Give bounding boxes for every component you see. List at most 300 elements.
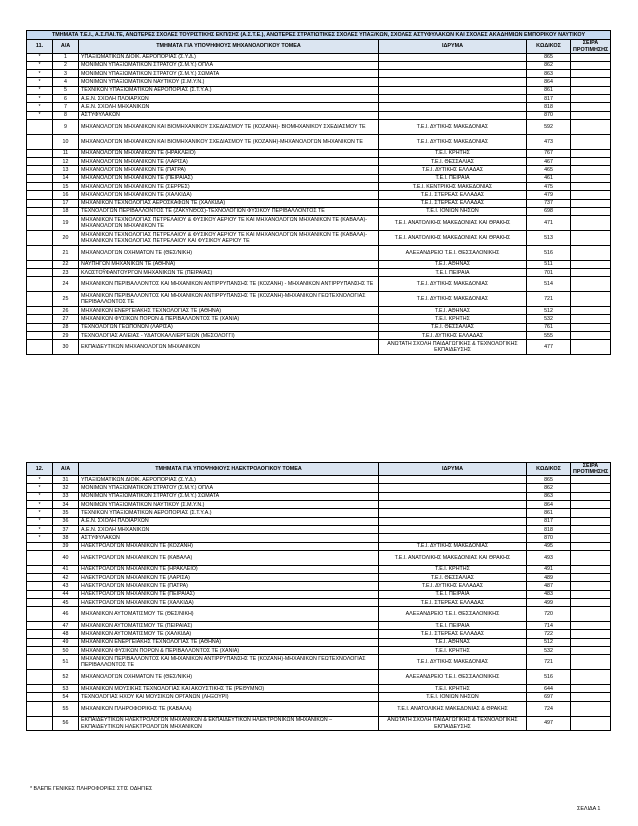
preference-cell[interactable] (571, 277, 611, 292)
preference-cell[interactable] (571, 70, 611, 78)
department-name: ΜΟΝΙΜΩΝ ΥΠΑΞΙΩΜΑΤΙΚΩΝ ΝΑΥΤΙΚΟΥ (Σ.Μ.Υ.Ν.) (79, 78, 379, 86)
row-marker: * (27, 78, 53, 86)
row-marker (27, 550, 53, 565)
department-name: ΜΗΧΑΝΙΚΩΝ ΦΥΣΙΚΩΝ ΠΟΡΩΝ & ΠΕΡΙΒΑΛΛΟΝΤΟΣ ΤΕ (ΧΑΝΙΑ) (79, 315, 379, 323)
department-name: ΜΗΧΑΝΙΚΩΝ ΑΥΤΟΜΑΤΙΣΜΟΥ ΤΕ (ΧΑΛΚΙΔΑ) (79, 630, 379, 638)
institution-name: Τ.Ε.Ι. ΠΕΙΡΑΙΑ (379, 174, 527, 182)
preference-cell[interactable] (571, 166, 611, 174)
preference-cell[interactable] (571, 476, 611, 484)
header-institution: ΙΔΡΥΜΑ (379, 463, 527, 476)
institution-name: Τ.Ε.Ι. ΘΕΣΣΑΛΙΑΣ (379, 574, 527, 582)
row-number: 6 (53, 95, 79, 103)
row-number: 8 (53, 111, 79, 119)
department-name: ΜΗΧΑΝΟΛΟΓΩΝ ΜΗΧΑΝΙΚΩΝ ΚΑΙ ΒΙΟΜΗΧΑΝΙΚΟΥ ΣΧΕΔΙΑΣΜΟΥ ΤΕ (ΚΟΖΑΝΗ)- ΒΙΟΜΗΧΑΝΙΚΟΥ ΣΧΕΔΙΑΣΜΟΥ ΤΕ (79, 119, 379, 134)
row-marker: * (27, 86, 53, 94)
section-number: 12. (27, 463, 53, 476)
department-code: 862 (527, 61, 571, 69)
table-row (27, 582, 611, 590)
page-number: ΣΕΛΙΔΑ 1 (577, 806, 601, 812)
table-row (27, 340, 611, 355)
preference-cell[interactable] (571, 542, 611, 550)
department-name: ΤΕΧΝΙΚΩΝ ΥΠΑΞΙΩΜΑΤΙΚΩΝ ΑΕΡΟΠΟΡΙΑΣ (Σ.Τ.Υ.Α.) (79, 86, 379, 94)
preference-cell[interactable] (571, 260, 611, 268)
table-row (27, 323, 611, 331)
department-name: ΜΟΝΙΜΩΝ ΥΠΑΞΙΩΜΑΤΙΚΩΝ ΣΤΡΑΤΟΥ (Σ.Μ.Υ.) ΟΠΛΑ (79, 484, 379, 492)
table-row (27, 103, 611, 111)
row-number: 46 (53, 607, 79, 622)
row-marker (27, 332, 53, 340)
preference-cell[interactable] (571, 340, 611, 355)
department-name: ΗΛΕΚΤΡΟΛΟΓΩΝ ΜΗΧΑΝΙΚΩΝ ΤΕ (ΚΟΖΑΝΗ) (79, 542, 379, 550)
preference-cell[interactable] (571, 134, 611, 149)
department-code: 761 (527, 323, 571, 331)
row-marker (27, 582, 53, 590)
table-row (27, 292, 611, 307)
preference-cell[interactable] (571, 199, 611, 207)
institution-name: Τ.Ε.Ι. ΔΥΤΙΚΗΣ ΕΛΛΑΔΑΣ (379, 332, 527, 340)
table-row (27, 509, 611, 517)
department-name: ΜΗΧΑΝΙΚΩΝ ΜΟΥΣΙΚΗΣ ΤΕΧΝΟΛΟΓΙΑΣ ΚΑΙ ΑΚΟΥΣΤΙΚΗΣ ΤΕ (ΡΕΘΥΜΝΟ) (79, 685, 379, 693)
department-code: 514 (527, 277, 571, 292)
preference-cell[interactable] (571, 269, 611, 277)
preference-cell[interactable] (571, 111, 611, 119)
row-number: 49 (53, 638, 79, 646)
institution-name: Τ.Ε.Ι. ΘΕΣΣΑΛΙΑΣ (379, 323, 527, 331)
institution-name: Τ.Ε.Ι. ΔΥΤΙΚΗΣ ΕΛΛΑΔΑΣ (379, 582, 527, 590)
preference-cell[interactable] (571, 622, 611, 630)
table-row (27, 269, 611, 277)
row-number: 44 (53, 590, 79, 598)
department-name: ΗΛΕΚΤΡΟΛΟΓΩΝ ΜΗΧΑΝΙΚΩΝ ΤΕ (ΚΑΒΑΛΑ) (79, 550, 379, 565)
preference-cell[interactable] (571, 590, 611, 598)
row-marker (27, 670, 53, 685)
row-marker (27, 693, 53, 701)
institution-name: Τ.Ε.Ι. ΚΡΗΤΗΣ (379, 565, 527, 573)
institution-name: ΑΝΩΤΑΤΗ ΣΧΟΛΗ ΠΑΙΔΑΓΩΓΙΚΗΣ & ΤΕΧΝΟΛΟΓΙΚΗΣ ΕΚΠΑΙΔΕΥΣΗΣ (379, 716, 527, 731)
preference-cell[interactable] (571, 655, 611, 670)
preference-cell[interactable] (571, 647, 611, 655)
department-code: 512 (527, 307, 571, 315)
department-name: ΜΗΧΑΝΙΚΩΝ ΤΕΧΝΟΛΟΓΙΑΣ ΠΕΤΡΕΛΑΙΟΥ & ΦΥΣΙΚΟΥ ΑΕΡΙΟΥ ΤΕ ΚΑΙ ΜΗΧΑΝΟΛΟΓΩΝ ΜΗΧΑΝΙΚΩΝ ΤΕ (ΚΑΒΑΛΑ)-ΜΗΧΑΝΟΛΟΓΩΝ ΜΗΧΑΝΙΚΩΝ ΤΕ (79, 216, 379, 231)
department-name: ΑΣΤΥΦΥΛΑΚΩΝ (79, 111, 379, 119)
department-code: 499 (527, 598, 571, 606)
row-number: 41 (53, 565, 79, 573)
table-row (27, 245, 611, 260)
department-name: ΝΑΥΠΗΓΩΝ ΜΗΧΑΝΙΚΩΝ ΤΕ (ΑΘΗΝΑ) (79, 260, 379, 268)
preference-cell[interactable] (571, 638, 611, 646)
preference-cell[interactable] (571, 149, 611, 157)
preference-cell[interactable] (571, 492, 611, 500)
preference-cell[interactable] (571, 53, 611, 61)
department-code: 818 (527, 525, 571, 533)
department-code: 475 (527, 182, 571, 190)
table-electrical (26, 462, 611, 731)
institution-name: Τ.Ε.Ι. ΣΤΕΡΕΑΣ ΕΛΛΑΔΑΣ (379, 191, 527, 199)
row-number: 48 (53, 630, 79, 638)
row-marker (27, 182, 53, 190)
institution-name (379, 501, 527, 509)
row-number: 23 (53, 269, 79, 277)
row-marker: * (27, 70, 53, 78)
institution-name: Τ.Ε.Ι. ΑΝΑΤΟΛΙΚΗΣ ΜΑΚΕΔΟΝΙΑΣ ΚΑΙ ΘΡΑΚΗΣ (379, 231, 527, 246)
table-row (27, 166, 611, 174)
department-code: 864 (527, 78, 571, 86)
row-marker (27, 655, 53, 670)
row-marker (27, 216, 53, 231)
preference-cell[interactable] (571, 693, 611, 701)
table-row (27, 332, 611, 340)
preference-cell[interactable] (571, 307, 611, 315)
department-code: 493 (527, 550, 571, 565)
preference-cell[interactable] (571, 207, 611, 215)
table-row (27, 517, 611, 525)
department-code: 513 (527, 231, 571, 246)
preference-cell[interactable] (571, 323, 611, 331)
department-code: 724 (527, 701, 571, 716)
row-marker (27, 166, 53, 174)
table-row (27, 534, 611, 542)
row-marker (27, 149, 53, 157)
row-number: 2 (53, 61, 79, 69)
header-row (27, 40, 611, 53)
row-number: 29 (53, 332, 79, 340)
institution-name (379, 103, 527, 111)
table-row (27, 207, 611, 215)
table-row (27, 191, 611, 199)
institution-name (379, 111, 527, 119)
preference-cell[interactable] (571, 315, 611, 323)
row-marker: * (27, 501, 53, 509)
department-code: 532 (527, 647, 571, 655)
department-code: 697 (527, 693, 571, 701)
row-marker (27, 647, 53, 655)
table-row (27, 701, 611, 716)
department-code: 870 (527, 111, 571, 119)
table-row (27, 685, 611, 693)
row-number: 12 (53, 158, 79, 166)
department-code: 721 (527, 655, 571, 670)
row-marker (27, 638, 53, 646)
department-code: 467 (527, 158, 571, 166)
institution-name: ΑΝΩΤΑΤΗ ΣΧΟΛΗ ΠΑΙΔΑΓΩΓΙΚΗΣ & ΤΕΧΝΟΛΟΓΙΚΗΣ ΕΚΠΑΙΔΕΥΣΗΣ (379, 340, 527, 355)
table-row (27, 484, 611, 492)
preference-cell[interactable] (571, 701, 611, 716)
table-row (27, 95, 611, 103)
department-code: 818 (527, 103, 571, 111)
preference-cell[interactable] (571, 525, 611, 533)
department-code: 861 (527, 86, 571, 94)
preference-cell[interactable] (571, 517, 611, 525)
table-row (27, 655, 611, 670)
institution-name (379, 492, 527, 500)
table-mechanical (26, 30, 611, 355)
institution-name: Τ.Ε.Ι. ΠΕΙΡΑΙΑ (379, 269, 527, 277)
table-row (27, 315, 611, 323)
row-marker (27, 315, 53, 323)
row-number: 51 (53, 655, 79, 670)
department-code: 865 (527, 476, 571, 484)
row-number: 20 (53, 231, 79, 246)
row-marker (27, 174, 53, 182)
table-row (27, 134, 611, 149)
table-row (27, 565, 611, 573)
preference-cell[interactable] (571, 158, 611, 166)
institution-name: Τ.Ε.Ι. ΔΥΤΙΚΗΣ ΕΛΛΑΔΑΣ (379, 166, 527, 174)
institution-name: Τ.Ε.Ι. ΣΤΕΡΕΑΣ ΕΛΛΑΔΑΣ (379, 199, 527, 207)
institution-name: Τ.Ε.Ι. ΚΡΗΤΗΣ (379, 685, 527, 693)
department-code: 516 (527, 245, 571, 260)
institution-name: Τ.Ε.Ι. ΑΘΗΝΑΣ (379, 638, 527, 646)
department-name: ΜΗΧΑΝΟΛΟΓΩΝ ΜΗΧΑΝΙΚΩΝ ΚΑΙ ΒΙΟΜΗΧΑΝΙΚΟΥ ΣΧΕΔΙΑΣΜΟΥ ΤΕ (ΚΟΖΑΝΗ)-ΜΗΧΑΝΟΛΟΓΩΝ ΜΗΧΑΝΙΚΩΝ ΤΕ (79, 134, 379, 149)
department-name: ΜΟΝΙΜΩΝ ΥΠΑΞΙΩΜΑΤΙΚΩΝ ΝΑΥΤΙΚΟΥ (Σ.Μ.Υ.Ν.) (79, 501, 379, 509)
row-marker (27, 269, 53, 277)
preference-cell[interactable] (571, 582, 611, 590)
preference-cell[interactable] (571, 231, 611, 246)
row-marker (27, 598, 53, 606)
table-row (27, 598, 611, 606)
department-name: ΚΛΩΣΤΟΫΦΑΝΤΟΥΡΓΩΝ ΜΗΧΑΝΙΚΩΝ ΤΕ (ΠΕΙΡΑΙΑΣ) (79, 269, 379, 277)
institution-name: Τ.Ε.Ι. ΠΕΙΡΑΙΑ (379, 590, 527, 598)
institution-name: Τ.Ε.Ι. ΑΝΑΤΟΛΙΚΗΣ ΜΑΚΕΔΟΝΙΑΣ & ΘΡΑΚΗΣ (379, 701, 527, 716)
department-code: 720 (527, 607, 571, 622)
department-code: 865 (527, 53, 571, 61)
preference-cell[interactable] (571, 332, 611, 340)
department-name: ΤΕΧΝΟΛΟΓΙΑΣ ΑΛΙΕΙΑΣ - ΥΔΑΤΟΚΑΛΛΙΕΡΓΕΙΩΝ (ΜΕΣΟΛΟΓΓΙ) (79, 332, 379, 340)
department-code: 861 (527, 509, 571, 517)
row-number: 37 (53, 525, 79, 533)
preference-cell[interactable] (571, 565, 611, 573)
row-number: 13 (53, 166, 79, 174)
row-number: 36 (53, 517, 79, 525)
row-marker (27, 701, 53, 716)
section-number: 11. (27, 40, 53, 53)
table-row (27, 199, 611, 207)
department-name: ΜΗΧΑΝΟΛΟΓΩΝ ΜΗΧΑΝΙΚΩΝ ΤΕ (ΛΑΡΙΣΑ) (79, 158, 379, 166)
row-number: 15 (53, 182, 79, 190)
institution-name (379, 534, 527, 542)
row-marker (27, 630, 53, 638)
preference-cell[interactable] (571, 191, 611, 199)
row-number: 54 (53, 693, 79, 701)
department-code: 698 (527, 207, 571, 215)
preference-cell[interactable] (571, 534, 611, 542)
preference-cell[interactable] (571, 216, 611, 231)
department-code: 465 (527, 166, 571, 174)
preference-cell[interactable] (571, 484, 611, 492)
department-name: ΤΕΧΝΟΛΟΓΩΝ ΓΕΩΠΟΝΩΝ (ΛΑΡΙΣΑ) (79, 323, 379, 331)
department-name: ΜΗΧΑΝΙΚΩΝ ΕΝΕΡΓΕΙΑΚΗΣ ΤΕΧΝΟΛΟΓΙΑΣ ΤΕ (ΑΘΗΝΑ) (79, 307, 379, 315)
department-code: 592 (527, 119, 571, 134)
department-code: 489 (527, 574, 571, 582)
department-name: ΤΕΧΝΟΛΟΓΩΝ ΠΕΡΙΒΑΛΛΟΝΤΟΣ ΤΕ (ΖΑΚΥΝΘΟΣ)-ΤΕΧΝΟΛΟΓΙΩΝ ΦΥΣΙΚΟΥ ΠΕΡΙΒΑΛΛΟΝΤΟΣ ΤΕ (79, 207, 379, 215)
row-number: 19 (53, 216, 79, 231)
table-row (27, 111, 611, 119)
table-row (27, 670, 611, 685)
department-name: ΕΚΠΑΙΔΕΥΤΙΚΩΝ ΗΛΕΚΤΡΟΛΟΓΩΝ ΜΗΧΑΝΙΚΩΝ & ΕΚΠΑΙΔΕΥΤΙΚΩΝ ΗΛΕΚΤΡΟΝΙΚΩΝ ΜΗΧΑΝΙΚΩΝ – ΕΚΠΑΙΔΕΥΤΙΚΩΝ ΗΛΕΚΤΡΟΛΟΓΩΝ ΜΗΧΑΝΙΚΩΝ (79, 716, 379, 731)
preference-cell[interactable] (571, 607, 611, 622)
department-code: 477 (527, 340, 571, 355)
row-marker: * (27, 484, 53, 492)
department-name: ΜΗΧΑΝΙΚΩΝ ΤΕΧΝΟΛΟΓΙΑΣ ΑΕΡΟΣΚΑΦΩΝ ΤΕ (ΧΑΛΚΙΔΑ) (79, 199, 379, 207)
institution-name: Τ.Ε.Ι. ΔΥΤΙΚΗΣ ΜΑΚΕΔΟΝΙΑΣ (379, 542, 527, 550)
preference-cell[interactable] (571, 86, 611, 94)
table-row (27, 550, 611, 565)
header-code: ΚΩΔΙΚΟΣ (527, 40, 571, 53)
preference-cell[interactable] (571, 95, 611, 103)
preference-cell[interactable] (571, 292, 611, 307)
institution-name: Τ.Ε.Ι. ΔΥΤΙΚΗΣ ΜΑΚΕΔΟΝΙΑΣ (379, 119, 527, 134)
department-name: ΜΗΧΑΝΙΚΩΝ ΠΕΡΙΒΑΛΛΟΝΤΟΣ ΚΑΙ ΜΗΧΑΝΙΚΩΝ ΑΝΤΙΡΡΥΠΑΝΣΗΣ ΤΕ (ΚΟΖΑΝΗ) - ΜΗΧΑΝΙΚΩΝ ΑΝΤΙΡΡΥΠΑΝΣΗΣ ΤΕ (79, 277, 379, 292)
row-marker: * (27, 492, 53, 500)
preference-cell[interactable] (571, 174, 611, 182)
table-row (27, 542, 611, 550)
preference-cell[interactable] (571, 103, 611, 111)
header-department: ΤΜΗΜΑΤΑ ΓΙΑ ΥΠΟΨΗΦΙΟΥΣ ΜΗΧΑΝΟΛΟΓΙΚΟΥ ΤΟΜΕΑ (79, 40, 379, 53)
preference-cell[interactable] (571, 716, 611, 731)
preference-cell[interactable] (571, 598, 611, 606)
row-number: 28 (53, 323, 79, 331)
department-name: Α.Ε.Ν. ΣΧΟΛΗ ΜΗΧΑΝΙΚΩΝ (79, 103, 379, 111)
row-marker (27, 119, 53, 134)
row-marker (27, 565, 53, 573)
row-number: 55 (53, 701, 79, 716)
department-name: ΜΗΧΑΝΙΚΩΝ ΕΝΕΡΓΕΙΑΚΗΣ ΤΕΧΝΟΛΟΓΙΑΣ ΤΕ (ΑΘΗΝΑ) (79, 638, 379, 646)
preference-cell[interactable] (571, 119, 611, 134)
institution-name: Τ.Ε.Ι. ΠΕΙΡΑΙΑ (379, 622, 527, 630)
institution-name (379, 53, 527, 61)
preference-cell[interactable] (571, 550, 611, 565)
row-marker: * (27, 476, 53, 484)
row-marker (27, 158, 53, 166)
department-code: 479 (527, 191, 571, 199)
department-code: 644 (527, 685, 571, 693)
department-code: 863 (527, 70, 571, 78)
table-row (27, 216, 611, 231)
department-name: ΜΗΧΑΝΙΚΩΝ ΑΥΤΟΜΑΤΙΣΜΟΥ ΤΕ (ΠΕΙΡΑΙΑΣ) (79, 622, 379, 630)
row-number: 24 (53, 277, 79, 292)
row-marker: * (27, 95, 53, 103)
row-marker: * (27, 103, 53, 111)
row-marker (27, 307, 53, 315)
preference-cell[interactable] (571, 630, 611, 638)
institution-name: Τ.Ε.Ι. ΣΤΕΡΕΑΣ ΕΛΛΑΔΑΣ (379, 598, 527, 606)
row-marker (27, 685, 53, 693)
row-number: 34 (53, 501, 79, 509)
preference-cell[interactable] (571, 501, 611, 509)
header-preference: ΣΕΙΡΑ ΠΡΟΤΙΜΗΣΗΣ (571, 40, 611, 53)
department-code: 532 (527, 315, 571, 323)
department-code: 721 (527, 292, 571, 307)
institution-name: Τ.Ε.Ι. ΚΡΗΤΗΣ (379, 149, 527, 157)
table-row (27, 307, 611, 315)
row-marker (27, 191, 53, 199)
table-row (27, 78, 611, 86)
department-code: 516 (527, 670, 571, 685)
row-marker (27, 277, 53, 292)
header-aa: Α/Α (53, 40, 79, 53)
table-row (27, 607, 611, 622)
row-marker (27, 245, 53, 260)
department-name: ΗΛΕΚΤΡΟΛΟΓΩΝ ΜΗΧΑΝΙΚΩΝ ΤΕ (ΠΕΙΡΑΙΑΣ) (79, 590, 379, 598)
institution-name: Τ.Ε.Ι. ΔΥΤΙΚΗΣ ΜΑΚΕΔΟΝΙΑΣ (379, 134, 527, 149)
institution-name: Τ.Ε.Ι. ΑΝΑΤΟΛΙΚΗΣ ΜΑΚΕΔΟΝΙΑΣ ΚΑΙ ΘΡΑΚΗΣ (379, 550, 527, 565)
row-number: 21 (53, 245, 79, 260)
preference-cell[interactable] (571, 245, 611, 260)
row-marker (27, 323, 53, 331)
row-number: 4 (53, 78, 79, 86)
row-marker (27, 574, 53, 582)
institution-name: ΑΛΕΞΑΝΔΡΕΙΟ Τ.Ε.Ι. ΘΕΣΣΑΛΟΝΙΚΗΣ (379, 245, 527, 260)
preference-cell[interactable] (571, 61, 611, 69)
department-name: ΜΗΧΑΝΙΚΩΝ ΤΕΧΝΟΛΟΓΙΑΣ ΠΕΤΡΕΛΑΙΟΥ & ΦΥΣΙΚΟΥ ΑΕΡΙΟΥ ΤΕ ΚΑΙ ΜΗΧΑΝΟΛΟΓΩΝ ΜΗΧΑΝΙΚΩΝ ΤΕ (ΚΑΒΑΛΑ)-ΜΗΧΑΝΙΚΩΝ ΤΕΧΝΟΛΟΓΙΑΣ ΠΕΤΡΕΛΑΙΟΥ ΚΑΙ ΦΥΣΙΚΟΥ ΑΕΡΙΟΥ ΤΕ (79, 231, 379, 246)
department-name: ΜΗΧΑΝΙΚΩΝ ΠΛΗΡΟΦΟΡΙΚΗΣ ΤΕ (ΚΑΒΑΛΑ) (79, 701, 379, 716)
row-number: 39 (53, 542, 79, 550)
header-preference: ΣΕΙΡΑ ΠΡΟΤΙΜΗΣΗΣ (571, 463, 611, 476)
department-code: 864 (527, 501, 571, 509)
table-row (27, 149, 611, 157)
row-number: 45 (53, 598, 79, 606)
table-row (27, 716, 611, 731)
department-code: 863 (527, 492, 571, 500)
row-number: 40 (53, 550, 79, 565)
row-number: 22 (53, 260, 79, 268)
preference-cell[interactable] (571, 509, 611, 517)
row-marker: * (27, 525, 53, 533)
row-marker (27, 716, 53, 731)
department-name: ΜΗΧΑΝΙΚΩΝ ΑΥΤΟΜΑΤΙΣΜΟΥ ΤΕ (ΘΕΣ/ΝΙΚΗ) (79, 607, 379, 622)
preference-cell[interactable] (571, 685, 611, 693)
row-number: 26 (53, 307, 79, 315)
row-number: 52 (53, 670, 79, 685)
row-marker (27, 590, 53, 598)
row-number: 25 (53, 292, 79, 307)
department-name: ΜΗΧΑΝΙΚΩΝ ΠΕΡΙΒΑΛΛΟΝΤΟΣ ΚΑΙ ΜΗΧΑΝΙΚΩΝ ΑΝΤΙΡΡΥΠΑΝΣΗΣ ΤΕ (ΚΟΖΑΝΗ)-ΜΗΧΑΝΙΚΩΝ ΓΕΩΤΕΧΝΟΛΟΓΙΑΣ ΠΕΡΙΒΑΛΛΟΝΤΟΣ ΤΕ (79, 655, 379, 670)
preference-cell[interactable] (571, 182, 611, 190)
institution-name: Τ.Ε.Ι. ΔΥΤΙΚΗΣ ΜΑΚΕΔΟΝΙΑΣ (379, 277, 527, 292)
row-marker: * (27, 111, 53, 119)
row-number: 53 (53, 685, 79, 693)
department-code: 461 (527, 174, 571, 182)
department-name: ΗΛΕΚΤΡΟΛΟΓΩΝ ΜΗΧΑΝΙΚΩΝ ΤΕ (ΗΡΑΚΛΕΙΟ) (79, 565, 379, 573)
row-number: 9 (53, 119, 79, 134)
row-number: 3 (53, 70, 79, 78)
row-number: 32 (53, 484, 79, 492)
department-code: 473 (527, 134, 571, 149)
preference-cell[interactable] (571, 574, 611, 582)
row-marker: * (27, 509, 53, 517)
institution-name: Τ.Ε.Ι. ΑΝΑΤΟΛΙΚΗΣ ΜΑΚΕΔΟΝΙΑΣ ΚΑΙ ΘΡΑΚΗΣ (379, 216, 527, 231)
department-code: 870 (527, 534, 571, 542)
row-number: 10 (53, 134, 79, 149)
department-code: 737 (527, 199, 571, 207)
department-code: 817 (527, 517, 571, 525)
table-row (27, 476, 611, 484)
institution-name: Τ.Ε.Ι. ΑΘΗΝΑΣ (379, 260, 527, 268)
row-number: 11 (53, 149, 79, 157)
preference-cell[interactable] (571, 670, 611, 685)
row-marker (27, 207, 53, 215)
row-number: 30 (53, 340, 79, 355)
header-aa: Α/Α (53, 463, 79, 476)
department-code: 483 (527, 590, 571, 598)
preference-cell[interactable] (571, 78, 611, 86)
header-code: ΚΩΔΙΚΟΣ (527, 463, 571, 476)
institution-name: Τ.Ε.Ι. ΙΟΝΙΩΝ ΝΗΣΩΝ (379, 207, 527, 215)
table-row (27, 647, 611, 655)
department-code: 555 (527, 332, 571, 340)
institution-name (379, 476, 527, 484)
department-code: 512 (527, 638, 571, 646)
